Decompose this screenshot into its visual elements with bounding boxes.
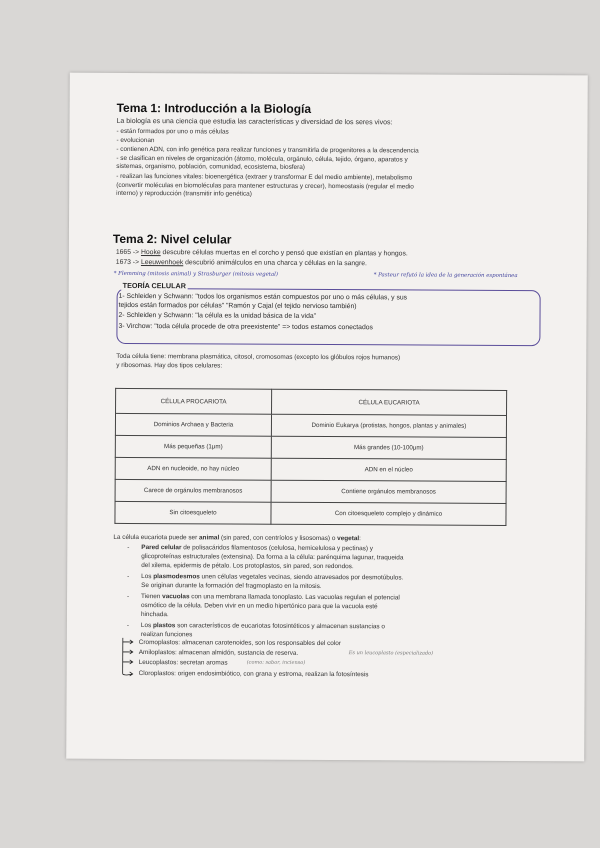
teoria-celular-label: TEORÍA CELULAR — [122, 280, 186, 291]
vegetal-term: vegetal — [337, 535, 360, 543]
animal-term: animal — [198, 534, 220, 542]
bullet-dash: - — [127, 592, 130, 600]
tema1-item: - evolucionan — [116, 136, 155, 145]
vacuolas-term: vacuolas — [162, 593, 190, 601]
toda-celula-text: y ribosomas. Hay dos tipos celulares: — [116, 361, 223, 370]
bracket-arrows-icon — [117, 636, 141, 680]
bullet-dash: - — [126, 621, 130, 629]
paper-sheet — [66, 73, 588, 762]
tema1-title: Tema 1: Introducción a la Biología — [116, 100, 312, 116]
pared-line: glicoproteínas estructurales (extensina). Da forma a la célula: parénquima lagunar, traqueida — [141, 553, 404, 562]
table-cell: ADN en el núcleo — [271, 458, 506, 481]
teoria-item: 1- Schleiden y Schwann: "todos los organismos están compuestos por uno o más células, y sus — [118, 292, 408, 302]
tema2-title: Tema 2: Nivel celular — [112, 231, 232, 247]
table-row — [115, 413, 506, 437]
leeuwenhoek-name: Leeuwenhoek — [140, 259, 184, 267]
table-cell: Con citoesqueleto complejo y dinámico — [271, 502, 506, 525]
vacuolas-line: osmótico de la célula. Deben vivir en un medio hipertónico para que la vacuola esté — [140, 602, 378, 611]
table-cell: Más grandes (10-100μm) — [271, 436, 506, 459]
vacuolas-line: Tienen vacuolas con una membrana llamada tonoplasto. Las vacuolas regulan el potencial — [141, 593, 400, 602]
table-cell: Dominios Archaea y Bacteria — [115, 413, 271, 436]
comparison-table — [114, 388, 507, 526]
tema1-item: - realizan las funciones vitales: bioenergética (extraer y transformar E del medio ambiente), metabolismo — [116, 172, 413, 182]
plasmodesmos-line: Los plasmodesmos unen células vegetales vecinas, siendo atravesados por desmotúbulos. — [141, 573, 404, 582]
eucariota-intro: La célula eucariota puede ser animal (sin pared, con centríolos y lisosomas) o vegetal: — [113, 533, 361, 543]
plastid-cromoplastos: Cromoplastos: almacenan carotenoides, son los responsables del color — [138, 639, 341, 648]
pared-term: Pared celular — [141, 544, 182, 552]
table-row — [115, 457, 506, 481]
teoria-item: 2- Schleiden y Schwann: "la célula es la unidad básica de la vida" — [118, 311, 317, 320]
tema1-item: - contienen ADN, con info genética para realizar funciones y transmitirla de progenitores a la descendencia — [116, 145, 419, 155]
plastid-cloroplastos: Cloroplastos: origen endosimbiótico, con grana y estroma, realizan la fotosíntesis — [138, 670, 369, 679]
pared-line: Pared celular de polisacáridos filamentosos (celulosa, hemicelulosa y pectinas) y — [141, 544, 373, 553]
table-header: CÉLULA PROCARIOTA — [116, 388, 272, 414]
handwritten-note-pasteur: * Pasteur refutó la idea de la generación espontánea — [373, 272, 518, 279]
tema1-item: interno) y reproducción (transmitir info genética) — [116, 189, 252, 198]
pared-line: del xilema, epidermis de pétalo. Los protoplastos, sin pared, son redondos. — [141, 562, 354, 571]
table-cell: Carece de orgánulos membranosos — [115, 479, 271, 502]
handwritten-note-leucoplastos: (como: sabor, incienso) — [246, 659, 306, 666]
hooke-name: Hooke — [140, 249, 161, 257]
handwritten-note-flemming: * Flemming (mitosis animal) y Strasburger (mitosis vegetal) — [113, 270, 279, 278]
bullet-dash: - — [127, 543, 130, 551]
table-row — [115, 435, 506, 459]
plasmodesmos-line: Se originan durante la formación del fragmoplasto en la mitosis. — [141, 582, 322, 590]
handwritten-note-amiloplastos: Es un leucoplasto (especializado) — [348, 650, 434, 657]
plasmodesmos-term: plasmodesmos — [153, 573, 200, 581]
toda-celula-text: Toda célula tiene: membrana plasmática, citosol, cromosomas (excepto los glóbulos rojos humanos) — [116, 352, 401, 362]
hooke-line: 1665 -> Hooke descubre células muertas en el corcho y pensó que existían en plantas y hongos. — [115, 248, 408, 258]
plastos-line: realizan funciones — [140, 631, 193, 639]
table-row — [115, 501, 506, 525]
plastid-leucoplastos: Leucoplastos: secretan aromas — [138, 659, 228, 667]
tema1-item: - se clasifican en niveles de organización (átomo, molécula, orgánulo, célula, tejido, órgano, aparatos y — [116, 154, 408, 164]
table-cell: ADN en nucleoide, no hay núcleo — [115, 457, 271, 480]
leeuwenhoek-line: 1673 -> Leeuwenhoek descubrió animálculos en una charca y células en la sangre. — [115, 258, 367, 268]
plastos-term: plastos — [152, 622, 176, 630]
tema1-item: sistemas, organismo, población, comunidad, ecosistema, biosfera) — [116, 162, 305, 171]
teoria-item: 3- Virchow: "toda célula procede de otra preexistente" => todos estamos conectados — [118, 322, 373, 332]
table-cell: Sin citoesqueleto — [115, 501, 271, 524]
tema1-item: - están formados por uno o más células — [116, 127, 229, 136]
table-header-row — [116, 388, 507, 415]
bullet-dash: - — [127, 572, 130, 580]
teoria-item: tejidos están formados por células" "Ramón y Cajal (el tejido nervioso también) — [118, 301, 357, 311]
table-cell: Contiene orgánulos membranosos — [271, 480, 506, 503]
plastos-line: Los plastos son característicos de eucariotas fotosintéticos y almacenan sustancias o — [140, 622, 385, 631]
plastid-amiloplastos: Amiloplastos: almacenan almidón, sustancia de reserva. — [138, 649, 299, 657]
table-header: CÉLULA EUCARIOTA — [272, 389, 507, 415]
table-cell: Dominio Eukarya (protistas, hongos, plantas y animales) — [271, 414, 506, 437]
table-cell: Más pequeñas (1μm) — [115, 435, 271, 458]
tema1-item: (convertir moléculas en biomoléculas para mantener estructuras y crecer), homeostasis (regular el medio — [116, 181, 414, 191]
table-row — [115, 479, 506, 503]
tema1-intro: La biología es una ciencia que estudia las características y diversidad de los seres vivos: — [116, 117, 393, 127]
vacuolas-line: hinchada. — [140, 611, 169, 619]
